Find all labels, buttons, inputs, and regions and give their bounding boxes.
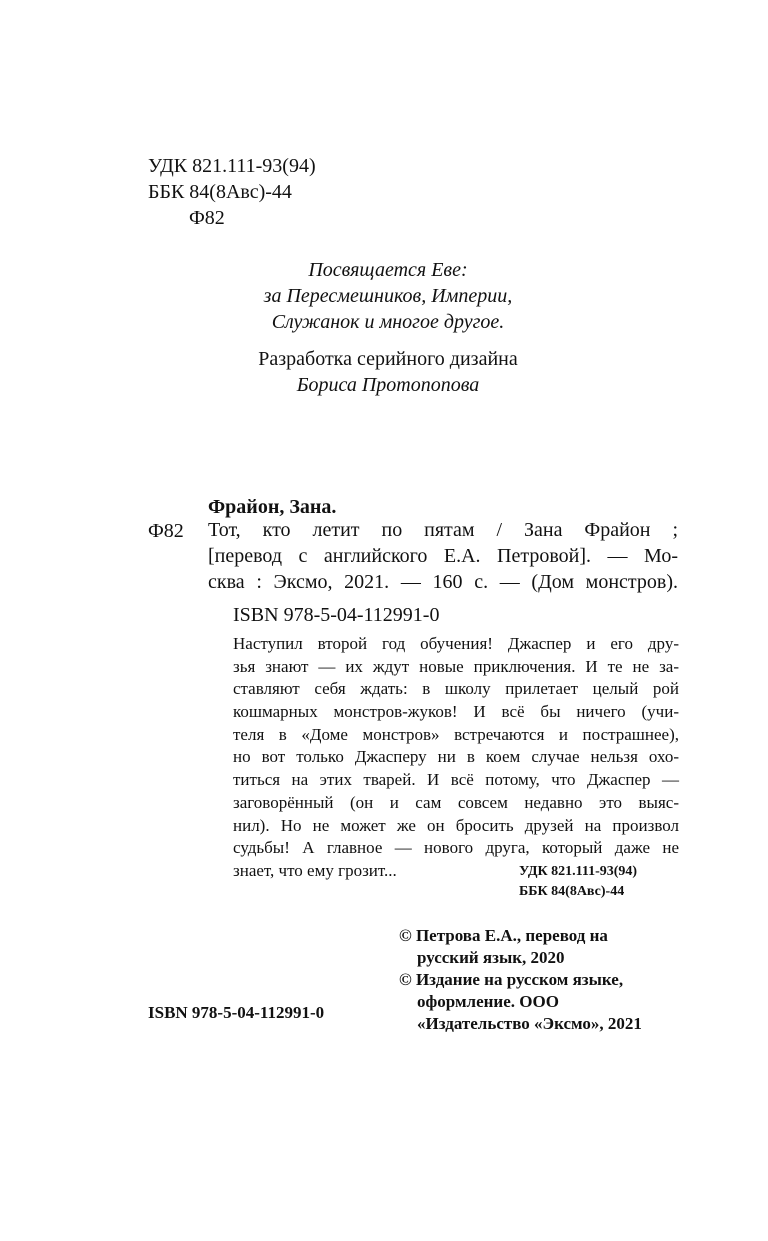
annotation-line: но вот только Джасперу ни в коем случае нельзя охо- xyxy=(233,747,679,767)
udk-code: УДК 821.111-93(94) xyxy=(148,155,316,177)
design-credit-name: Бориса Протопопова xyxy=(296,374,480,396)
bibliographic-line: [перевод с английского Е.А. Петровой]. — Мо- xyxy=(208,545,678,567)
copyright-edition: © Издание на русском языке, xyxy=(399,970,624,989)
annotation-line: теля в «Доме монстров» встречаются и пострашнее), xyxy=(233,724,679,744)
author-mark: Ф82 xyxy=(189,207,225,229)
bibliographic-code: Ф82 xyxy=(148,520,184,542)
copyright-translation-cont: русский язык, 2020 xyxy=(417,948,565,967)
udk-code-bottom: УДК 821.111-93(94) xyxy=(519,864,638,879)
copyright-edition-cont: оформление. ООО xyxy=(417,992,559,1011)
design-credit xyxy=(150,346,626,398)
annotation xyxy=(233,633,679,883)
bbk-code-bottom: ББК 84(8Авс)-44 xyxy=(519,884,625,899)
annotation-line: заговорённый (он и сам совсем недавно это выяс- xyxy=(233,792,679,812)
bibliographic-isbn: ISBN 978-5-04-112991-0 xyxy=(233,604,440,626)
annotation-line: нил). Но не может же он бросить друзей на произвол xyxy=(233,815,679,835)
bibliographic-description xyxy=(208,517,678,595)
dedication-line: Служанок и многое другое. xyxy=(271,311,505,333)
copyright-block xyxy=(399,925,689,1035)
annotation-line: ставляют себя ждать: в школу прилетает целый рой xyxy=(233,679,679,699)
dedication xyxy=(150,257,626,335)
bibliographic-author: Фрайон, Зана. xyxy=(208,496,337,518)
annotation-line: Наступил второй год обучения! Джаспер и его дру- xyxy=(233,634,679,653)
classification-block xyxy=(148,153,448,231)
annotation-line: зья знают — их ждут новые приключения. И те не за- xyxy=(233,656,679,676)
annotation-line: кошмарных монстров-жуков! И всё бы ничего (учи- xyxy=(233,702,679,722)
copyright-publisher: «Издательство «Эксмо», 2021 xyxy=(417,1014,642,1033)
annotation-line: титься на этих тварей. И всё потому, что Джаспер — xyxy=(233,770,679,790)
copyright-translation: © Петрова Е.А., перевод на xyxy=(399,926,608,945)
bbk-code: ББК 84(8Авс)-44 xyxy=(148,181,292,203)
dedication-line: за Пересмешников, Империи, xyxy=(263,285,513,307)
bibliographic-line: Тот, кто летит по пятам / Зана Фрайон ; xyxy=(208,519,678,541)
annotation-line: знает, что ему грозит... xyxy=(233,860,397,880)
classification-bottom xyxy=(519,862,637,902)
annotation-line: судьбы! А главное — нового друга, который даже не xyxy=(233,838,679,858)
isbn-bottom: ISBN 978-5-04-112991-0 xyxy=(148,1003,325,1022)
dedication-line: Посвящается Еве: xyxy=(308,259,468,281)
bibliographic-line: сква : Эксмо, 2021. — 160 с. — (Дом монстров). xyxy=(208,571,678,593)
design-credit-title: Разработка серийного дизайна xyxy=(258,348,518,370)
